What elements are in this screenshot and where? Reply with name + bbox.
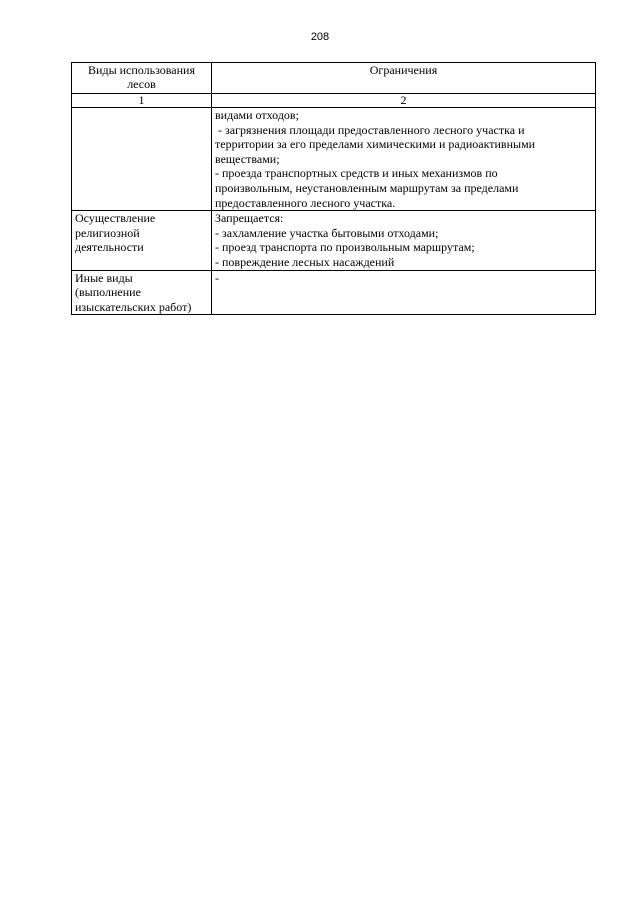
restriction-line: Запрещается:: [215, 211, 284, 226]
column-number-2: 2: [212, 94, 596, 108]
header-forest-use-types: Виды использования лесов: [72, 63, 212, 94]
restriction-line: территории за его пределами химическими и радиоактивными: [215, 137, 536, 152]
restrictions-cell: [212, 270, 596, 315]
forest-use-type-cell: [72, 108, 212, 211]
restriction-line: видами отходов;: [215, 108, 299, 122]
restriction-line: предоставленного лесного участка.: [215, 195, 396, 210]
forest-use-type-cell: [72, 211, 212, 270]
forest-use-type-line: религиозной: [75, 225, 140, 240]
restriction-line: - проезд транспорта по произвольным маршрутам;: [215, 240, 475, 255]
restriction-line: - повреждение лесных насаждений: [215, 254, 395, 269]
table-row: [72, 211, 596, 270]
forest-use-type-line: Иные виды: [75, 270, 133, 285]
restriction-line: - проезда транспортных средств и иных механизмов по: [215, 166, 498, 181]
restriction-line: веществами;: [215, 151, 280, 166]
restriction-line: -: [215, 270, 219, 285]
restriction-line: произвольным, неустановленным маршрутам за пределами: [215, 180, 519, 195]
table-row: [72, 108, 596, 211]
forest-use-type-cell: [72, 270, 212, 315]
table-row: [72, 270, 596, 315]
restrictions-cell: [212, 108, 596, 211]
forest-use-type-line: изыскательских работ): [75, 299, 192, 314]
column-number-row: [72, 94, 596, 108]
forest-use-type-line: деятельности: [75, 240, 144, 255]
header-restrictions: Ограничения: [212, 63, 596, 94]
restrictions-cell: [212, 211, 596, 270]
restriction-line: - загрязнения площади предоставленного лесного участка и: [215, 122, 525, 137]
forest-use-type-line: Осуществление: [75, 211, 156, 226]
page-number: 208: [310, 31, 330, 43]
forest-use-restrictions-table: [71, 62, 596, 315]
table-header-row: [72, 63, 596, 94]
restriction-line: - захламление участка бытовыми отходами;: [215, 225, 439, 240]
forest-use-type-line: (выполнение: [75, 285, 141, 300]
column-number-1: 1: [72, 94, 212, 108]
